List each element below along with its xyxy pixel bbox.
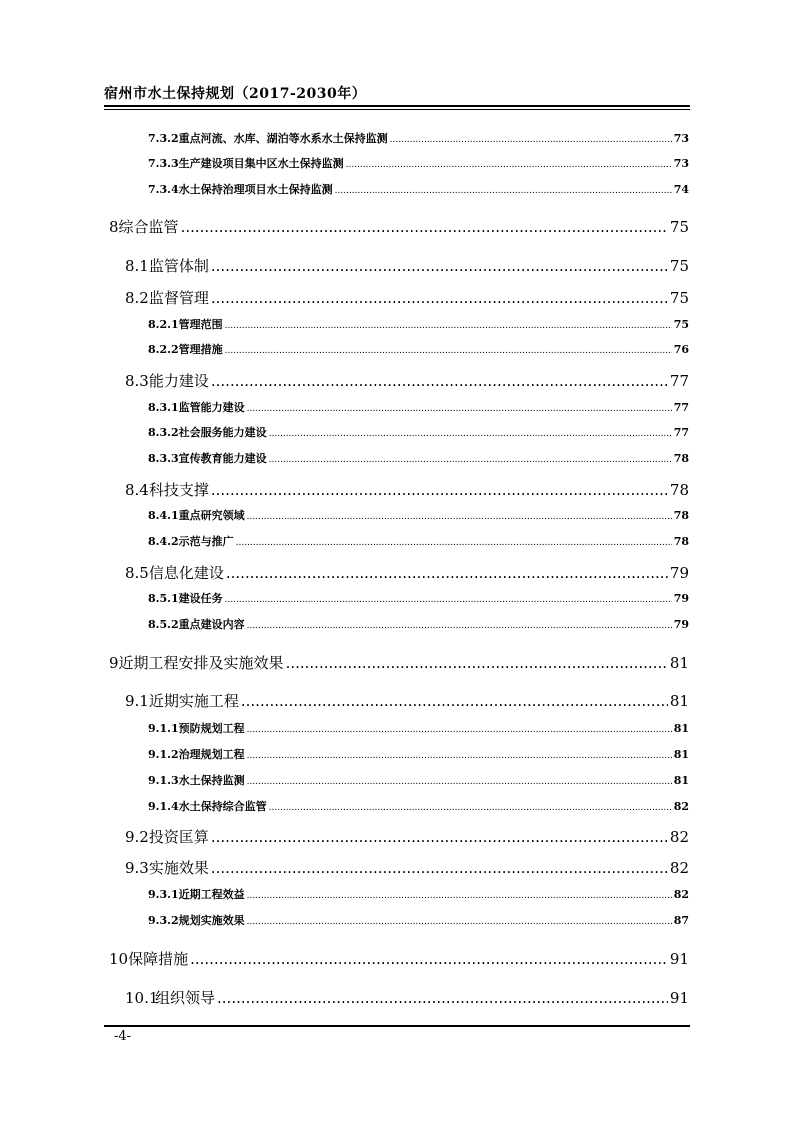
toc-entry-title: 实施效果 — [148, 859, 209, 877]
toc-entry[interactable] — [148, 798, 689, 814]
toc-entry[interactable] — [148, 616, 689, 632]
toc-entry[interactable] — [125, 690, 689, 711]
toc-entry-number: 8.2.2 — [148, 343, 179, 356]
toc-dot-leader — [269, 455, 672, 465]
toc-entry-title: 管理范围 — [178, 318, 223, 331]
toc-dot-leader — [247, 891, 672, 901]
toc-entry-number: 8.4.2 — [148, 535, 179, 548]
toc-entry-number: 9.1.3 — [148, 774, 179, 787]
toc-dot-leader — [335, 186, 672, 196]
toc-entry-title: 生产建设项目集中区水土保持监测 — [178, 157, 344, 170]
toc-entry-number: 8.5 — [125, 564, 149, 582]
toc-dot-leader — [211, 372, 668, 390]
toc-entry-page: 77 — [673, 426, 689, 439]
toc-dot-leader — [236, 538, 672, 548]
toc-entry[interactable] — [125, 562, 689, 583]
toc-entry-page: 87 — [673, 914, 689, 927]
toc-dot-leader — [247, 777, 672, 787]
toc-entry[interactable] — [148, 341, 689, 357]
toc-entry-title: 能力建设 — [148, 372, 209, 390]
footer-rule — [104, 1025, 690, 1027]
toc-entry-number: 8.4.1 — [148, 509, 179, 522]
toc-entry-title: 近期工程安排及实施效果 — [118, 654, 284, 672]
toc-entry-number: 8.1 — [125, 257, 149, 275]
toc-entry-page: 81 — [673, 722, 689, 735]
toc-entry-title: 示范与推广 — [178, 535, 234, 548]
toc-entry[interactable] — [148, 399, 689, 415]
toc-entry-page: 75 — [669, 218, 689, 236]
toc-entry-number: 7.3.4 — [148, 183, 179, 196]
toc-dot-leader — [211, 859, 668, 877]
toc-entry[interactable] — [148, 155, 689, 171]
toc-entry-page: 78 — [673, 509, 689, 522]
toc-dot-leader — [211, 481, 668, 499]
toc-entry[interactable] — [148, 720, 689, 736]
toc-entry-title: 宣传教育能力建设 — [178, 452, 267, 465]
toc-entry-title: 水土保持监测 — [178, 774, 245, 787]
toc-entry[interactable] — [148, 533, 689, 549]
toc-entry-title: 近期工程效益 — [178, 888, 245, 901]
toc-entry[interactable] — [109, 948, 689, 969]
toc-entry-title: 科技支撑 — [148, 481, 209, 499]
toc-entry-title: 重点研究领域 — [178, 509, 245, 522]
toc-entry-title: 重点河流、水库、湖泊等水系水土保持监测 — [178, 132, 388, 145]
toc-entry-number: 9.1.4 — [148, 800, 179, 813]
toc-entry-page: 74 — [673, 183, 689, 196]
toc-entry-page: 75 — [669, 289, 689, 307]
toc-entry[interactable] — [125, 287, 689, 308]
toc-entry-title: 社会服务能力建设 — [178, 426, 267, 439]
toc-entry[interactable] — [125, 826, 689, 847]
toc-entry-page: 75 — [669, 257, 689, 275]
toc-entry-title: 水土保持治理项目水土保持监测 — [178, 183, 333, 196]
toc-entry-number: 9.1.1 — [148, 722, 179, 735]
toc-entry-title: 重点建设内容 — [178, 618, 245, 631]
toc-dot-leader — [247, 751, 672, 761]
toc-dot-leader — [346, 160, 672, 170]
toc-dot-leader — [225, 346, 672, 356]
toc-entry-page: 75 — [673, 318, 689, 331]
toc-entry[interactable] — [148, 886, 689, 902]
toc-entry-title: 投资匡算 — [148, 828, 209, 846]
toc-entry-number: 9.1.2 — [148, 748, 179, 761]
toc-entry[interactable] — [109, 652, 689, 673]
toc-dot-leader — [247, 404, 672, 414]
toc-entry-number: 8.5.1 — [148, 592, 179, 605]
toc-dot-leader — [225, 595, 672, 605]
toc-entry-number: 8.5.2 — [148, 618, 179, 631]
toc-dot-leader — [211, 289, 668, 307]
toc-entry-number: 9.3 — [125, 859, 149, 877]
toc-entry-number: 7.3.2 — [148, 132, 179, 145]
toc-entry-page: 73 — [673, 157, 689, 170]
toc-entry-number: 10.1 — [125, 989, 159, 1007]
toc-dot-leader — [247, 725, 672, 735]
toc-entry-page: 81 — [669, 654, 689, 672]
toc-entry[interactable] — [109, 216, 689, 237]
toc-entry-title: 水土保持综合监管 — [178, 800, 267, 813]
toc-entry-title: 管理措施 — [178, 343, 223, 356]
toc-dot-leader — [225, 321, 672, 331]
toc-entry-page: 82 — [673, 888, 689, 901]
toc-entry-page: 82 — [669, 859, 689, 877]
toc-entry-number: 8.4 — [125, 481, 149, 499]
toc-entry-title: 监督管理 — [148, 289, 209, 307]
toc-entry[interactable] — [148, 590, 689, 606]
toc-entry-title: 组织领导 — [155, 989, 216, 1007]
toc-entry-number: 9.1 — [125, 692, 149, 710]
toc-entry[interactable] — [125, 479, 689, 500]
toc-entry-title: 监管能力建设 — [178, 401, 245, 414]
running-header-title: 宿州市水土保持规划（2017-2030年） — [104, 86, 367, 102]
toc-entry[interactable] — [125, 370, 689, 391]
toc-dot-leader — [211, 257, 668, 275]
toc-dot-leader — [226, 564, 668, 582]
toc-entry-page: 81 — [669, 692, 689, 710]
toc-entry-page: 78 — [673, 535, 689, 548]
toc-entry[interactable] — [148, 772, 689, 788]
toc-entry-title: 近期实施工程 — [148, 692, 239, 710]
toc-entry-number: 8.3 — [125, 372, 149, 390]
toc-entry-number: 8 — [109, 218, 119, 236]
toc-dot-leader — [247, 621, 672, 631]
toc-entry-page: 79 — [669, 564, 689, 582]
toc-entry-page: 73 — [673, 132, 689, 145]
toc-entry[interactable] — [148, 130, 689, 146]
toc-entry-title: 信息化建设 — [148, 564, 224, 582]
toc-entry-title: 保障措施 — [128, 950, 189, 968]
toc-dot-leader — [390, 135, 672, 145]
toc-entry-number: 9.3.2 — [148, 914, 179, 927]
toc-entry-number: 8.2.1 — [148, 318, 179, 331]
toc-dot-leader — [286, 654, 668, 672]
toc-entry-title: 治理规划工程 — [178, 748, 245, 761]
toc-entry-number: 8.3.3 — [148, 452, 179, 465]
toc-entry-page: 91 — [669, 950, 689, 968]
toc-entry[interactable] — [148, 507, 689, 523]
toc-entry[interactable] — [148, 746, 689, 762]
toc-dot-leader — [269, 429, 672, 439]
toc-entry-page: 78 — [673, 452, 689, 465]
toc-entry-page: 82 — [669, 828, 689, 846]
toc-entry[interactable] — [125, 987, 689, 1008]
toc-dot-leader — [190, 950, 668, 968]
toc-entry[interactable] — [148, 181, 689, 197]
toc-dot-leader — [181, 218, 668, 236]
toc-dot-leader — [217, 989, 668, 1007]
toc-entry-title: 综合监管 — [118, 218, 179, 236]
toc-entry-page: 79 — [673, 592, 689, 605]
toc-entry-number: 9 — [109, 654, 119, 672]
toc-entry-page: 82 — [673, 800, 689, 813]
toc-entry-page: 79 — [673, 618, 689, 631]
toc-entry-page: 76 — [673, 343, 689, 356]
toc-entry[interactable] — [148, 450, 689, 466]
toc-dot-leader — [241, 692, 668, 710]
toc-entry[interactable] — [148, 316, 689, 332]
toc-entry-number: 10 — [109, 950, 129, 968]
toc-entry-page: 78 — [669, 481, 689, 499]
page-number: -4- — [114, 1029, 132, 1044]
toc-entry[interactable] — [125, 857, 689, 878]
toc-entry-number: 8.2 — [125, 289, 149, 307]
toc-dot-leader — [269, 803, 672, 813]
toc-entry-number: 7.3.3 — [148, 157, 179, 170]
toc-entry-title: 预防规划工程 — [178, 722, 245, 735]
toc-entry-title: 规划实施效果 — [178, 914, 245, 927]
toc-entry-page: 91 — [669, 989, 689, 1007]
toc-dot-leader — [247, 917, 672, 927]
toc-entry-number: 8.3.2 — [148, 426, 179, 439]
toc-dot-leader — [247, 512, 672, 522]
toc-dot-leader — [211, 828, 668, 846]
toc-entry-number: 8.3.1 — [148, 401, 179, 414]
toc-entry-number: 9.3.1 — [148, 888, 179, 901]
toc-entry[interactable] — [125, 255, 689, 276]
toc-entry-title: 监管体制 — [148, 257, 209, 275]
toc-entry[interactable] — [148, 912, 689, 928]
toc-entry-number: 9.2 — [125, 828, 149, 846]
toc-entry-page: 81 — [673, 748, 689, 761]
toc-entry-page: 77 — [669, 372, 689, 390]
toc-entry[interactable] — [148, 424, 689, 440]
toc-entry-title: 建设任务 — [178, 592, 223, 605]
toc-entry-page: 81 — [673, 774, 689, 787]
toc-entry-page: 77 — [673, 401, 689, 414]
